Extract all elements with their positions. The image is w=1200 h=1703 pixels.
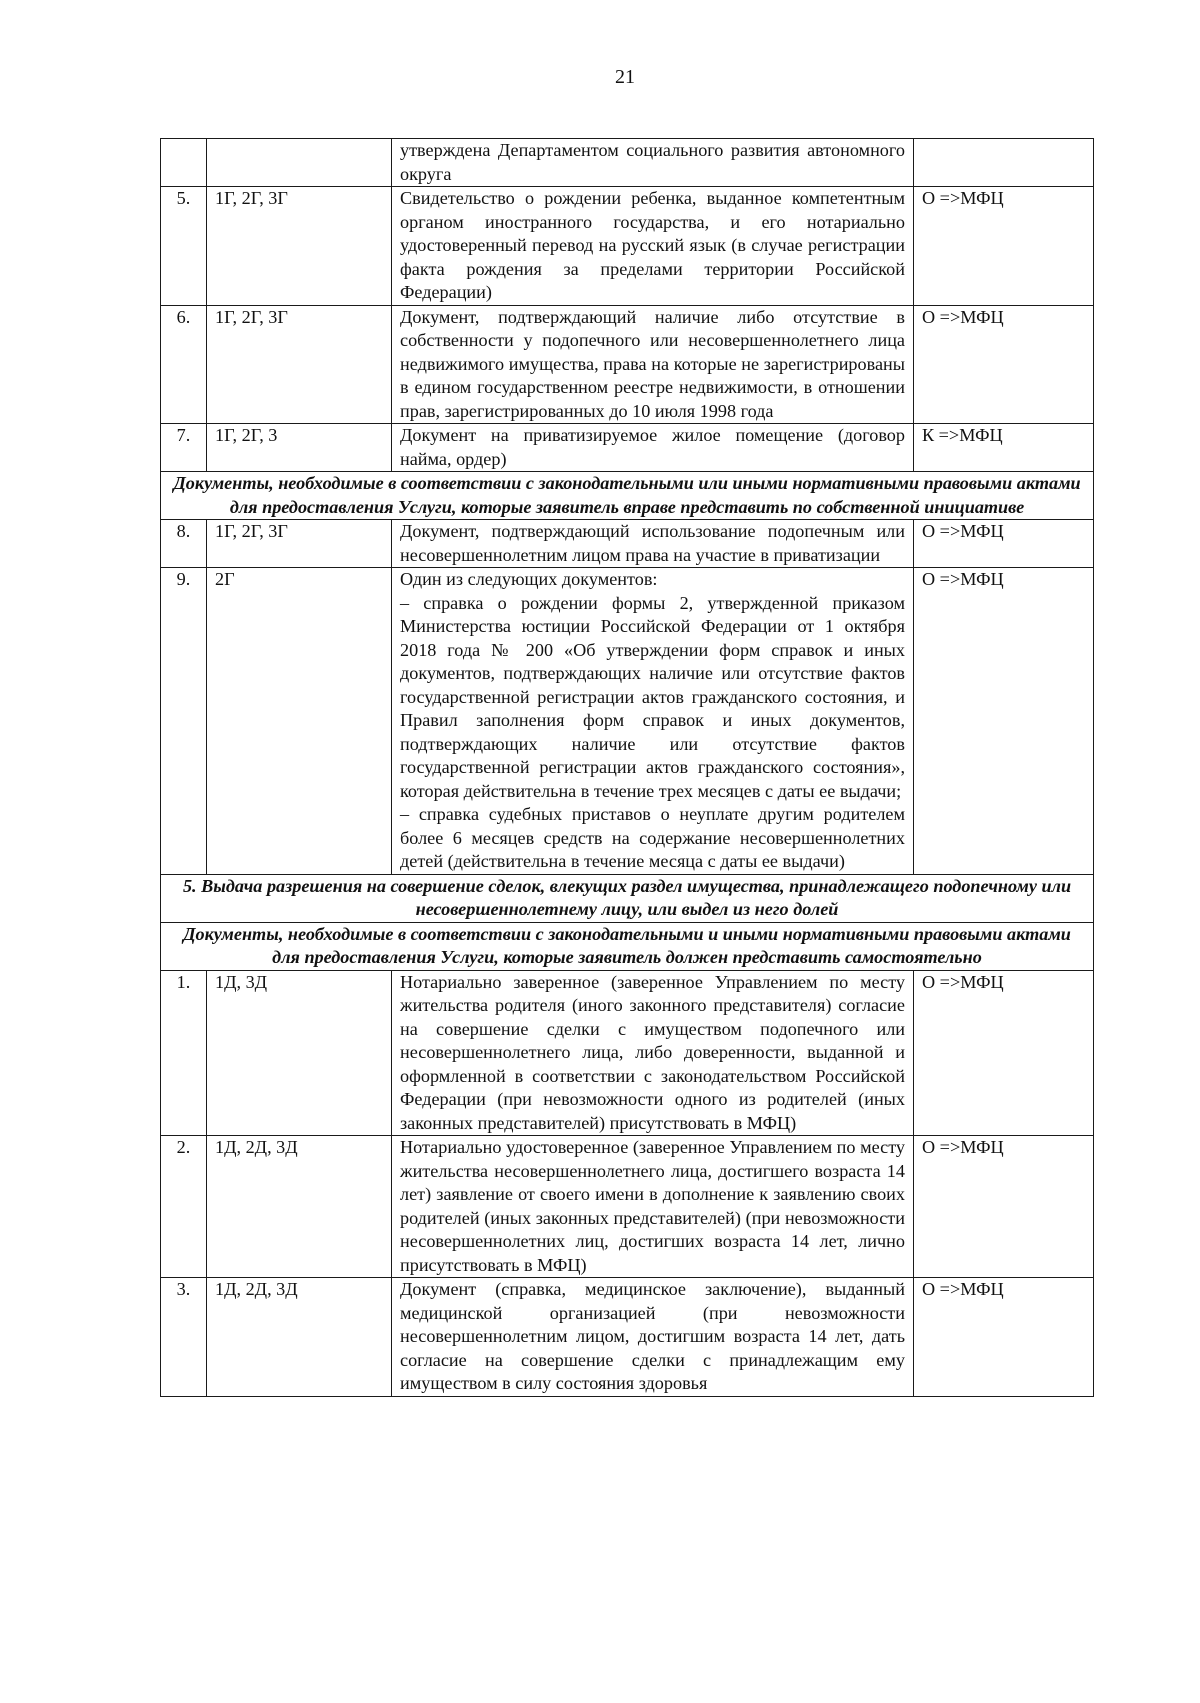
row-category: 1Г, 2Г, 3Г xyxy=(207,305,392,424)
description-paragraph: – справка о рождении формы 2, утвержденной приказом Министерства юстиции Российской Федерации от 1 октября 2018 года № 200 «Об утверждении форм справок и иных документов, подтверждающих наличие или отсутствие фактов государственной регистрации актов гражданского состояния, и Правил заполнения форм справок и иных документов, подтверждающих наличие или отсутствие фактов государственной регистрации актов гражданского состояния», которая действительна в течение трех месяцев с даты ее выдачи; xyxy=(400,592,905,801)
row-description xyxy=(392,568,914,875)
row-submission-form: К =>МФЦ xyxy=(914,424,1094,472)
row-category: 1Г, 2Г, 3 xyxy=(207,424,392,472)
row-number xyxy=(161,139,207,187)
row-description xyxy=(392,520,914,568)
documents-table xyxy=(160,138,1094,1397)
row-description xyxy=(392,1136,914,1278)
row-description xyxy=(392,424,914,472)
row-category: 1Г, 2Г, 3Г xyxy=(207,187,392,306)
description-paragraph: Свидетельство о рождении ребенка, выданное компетентным органом иностранного государства, и его нотариально удостоверенный перевод на русский язык (в случае регистрации факта рождения за пределами территории Российской Федерации) xyxy=(400,188,905,302)
row-submission-form: О =>МФЦ xyxy=(914,970,1094,1136)
row-submission-form xyxy=(914,139,1094,187)
section-heading-row xyxy=(161,922,1094,970)
row-category: 2Г xyxy=(207,568,392,875)
table-row xyxy=(161,305,1094,424)
description-paragraph: Нотариально удостоверенное (заверенное Управлением по месту жительства несовершеннолетнего лица, достигшего возраста 14 лет) заявление от своего имени в дополнение к заявлению своих родителей (иных законных представителей) (при невозможности несовершеннолетних лиц, достигших возраста 14 лет, лично присутствовать в МФЦ) xyxy=(400,1137,905,1275)
table-row xyxy=(161,139,1094,187)
description-paragraph: Один из следующих документов: xyxy=(400,569,658,589)
page-number: 21 xyxy=(615,66,635,88)
row-submission-form: О =>МФЦ xyxy=(914,568,1094,875)
table-row xyxy=(161,1278,1094,1397)
row-description xyxy=(392,139,914,187)
row-category xyxy=(207,139,392,187)
row-number: 5. xyxy=(161,187,207,306)
section-heading: Документы, необходимые в соответствии с законодательными и иными нормативными правовыми актами для предоставления Услуги, которые заявитель должен представить самостоятельно xyxy=(161,922,1094,970)
description-paragraph: – справка судебных приставов о неуплате другим родителем более 6 месяцев средств на содержание несовершеннолетних детей (действительна в течение месяца с даты ее выдачи) xyxy=(400,804,905,871)
row-number: 7. xyxy=(161,424,207,472)
row-submission-form: О =>МФЦ xyxy=(914,1136,1094,1278)
table-row xyxy=(161,424,1094,472)
section-heading-row xyxy=(161,874,1094,922)
description-paragraph: утверждена Департаментом социального развития автономного округа xyxy=(400,140,905,184)
row-number: 8. xyxy=(161,520,207,568)
description-paragraph: Документ на приватизируемое жилое помещение (договор найма, ордер) xyxy=(400,425,905,469)
row-description xyxy=(392,305,914,424)
table-row xyxy=(161,1136,1094,1278)
section-heading: 5. Выдача разрешения на совершение сделок, влекущих раздел имущества, принадлежащего подопечному или несовершеннолетнему лицу, или выдел из него долей xyxy=(161,874,1094,922)
description-paragraph: Нотариально заверенное (заверенное Управлением по месту жительства родителя (иного законного представителя) согласие на совершение сделки с имуществом подопечного или несовершеннолетнего лица, либо доверенности, выданной и оформленной в соответствии с законодательством Российской Федерации (при невозможности одного из родителей (иных законных представителей) присутствовать в МФЦ) xyxy=(400,971,905,1133)
description-paragraph: Документ, подтверждающий использование подопечным или несовершеннолетним лицом права на участие в приватизации xyxy=(400,521,905,565)
row-number: 9. xyxy=(161,568,207,875)
section-heading-row xyxy=(161,472,1094,520)
row-submission-form: О =>МФЦ xyxy=(914,305,1094,424)
row-number: 6. xyxy=(161,305,207,424)
row-category: 1Д, 2Д, 3Д xyxy=(207,1278,392,1397)
table-row xyxy=(161,187,1094,306)
row-description xyxy=(392,187,914,306)
row-submission-form: О =>МФЦ xyxy=(914,1278,1094,1397)
row-number: 1. xyxy=(161,970,207,1136)
row-number: 2. xyxy=(161,1136,207,1278)
description-paragraph: Документ, подтверждающий наличие либо отсутствие в собственности у подопечного или несовершеннолетнего лица недвижимого имущества, права на которые не зарегистрированы в едином государственном реестре недвижимости, в отношении прав, зарегистрированных до 10 июля 1998 года xyxy=(400,306,905,421)
row-number: 3. xyxy=(161,1278,207,1397)
row-submission-form: О =>МФЦ xyxy=(914,520,1094,568)
row-category: 1Д, 2Д, 3Д xyxy=(207,1136,392,1278)
table-row xyxy=(161,970,1094,1136)
row-description xyxy=(392,1278,914,1397)
documents-table-body xyxy=(161,139,1094,1397)
row-submission-form: О =>МФЦ xyxy=(914,187,1094,306)
table-row xyxy=(161,568,1094,875)
row-category: 1Г, 2Г, 3Г xyxy=(207,520,392,568)
row-description xyxy=(392,970,914,1136)
section-heading: Документы, необходимые в соответствии с законодательными или иными нормативными правовыми актами для предоставления Услуги, которые заявитель вправе представить по собственной инициативе xyxy=(161,472,1094,520)
table-row xyxy=(161,520,1094,568)
row-category: 1Д, 3Д xyxy=(207,970,392,1136)
description-paragraph: Документ (справка, медицинское заключение), выданный медицинской организацией (при невозможности несовершеннолетним лицом, достигшим возраста 14 лет, дать согласие на совершение сделки с принадлежащим ему имуществом в силу состояния здоровья xyxy=(400,1279,905,1393)
